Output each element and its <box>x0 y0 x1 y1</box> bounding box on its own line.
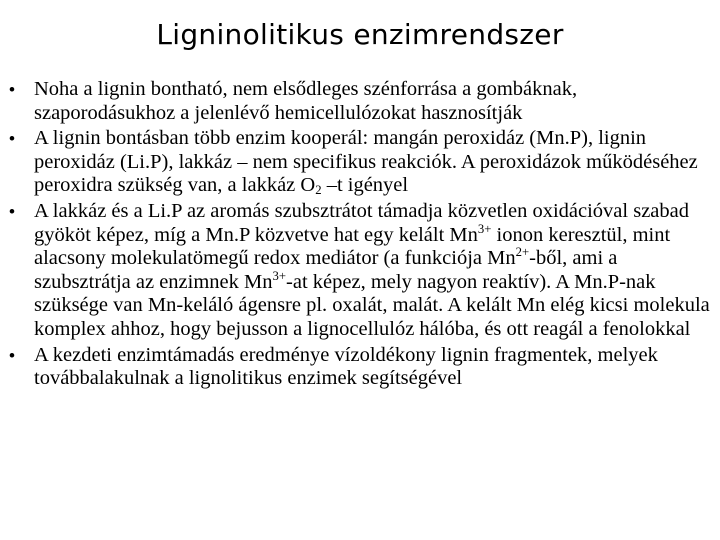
superscript: 3+ <box>477 221 492 236</box>
bullet-text: Noha a lignin bontható, nem elsődleges szénforrása a gombáknak, szaporodásukhoz a jelenlévő hemicellulózokat hasznosítják <box>34 78 578 124</box>
bullet-dot-icon: • <box>9 201 15 221</box>
bullet-text: ionon keresztül, mint alacsony molekulatömegű redox mediátor (a funkciója Mn <box>34 223 671 270</box>
bullet-item <box>0 344 720 391</box>
bullet-list <box>0 78 720 393</box>
bullet-text: -ből, ami a szubsztrátja az enzimnek Mn <box>34 247 618 293</box>
slide-title: Ligninolitikus enzimrendszer <box>156 18 564 51</box>
bullet-item <box>0 127 720 198</box>
bullet-text: -at képez, mely nagyon reaktív). A Mn.P-nak szüksége van Mn-keláló ágensre pl. oxalát, malát. A kelált Mn elég kicsi molekula komplex ahhoz, hogy bejusson a lignocellulóz hálóba, és ott reagál a fenolokkal <box>34 270 710 340</box>
bullet-item <box>0 78 720 125</box>
bullet-dot-icon: • <box>9 80 15 99</box>
superscript: 3+ <box>272 268 287 283</box>
bullet-text: A lignin bontásban több enzim kooperál: mangán peroxidáz (Mn.P), lignin peroxidáz (Li.P), lakkáz – nem specifikus reakciók. A peroxidázok működéséhez peroxidra szükség van, a lakkáz O <box>34 127 698 197</box>
bullet-item <box>0 200 720 342</box>
bullet-text: –t igényel <box>321 174 409 197</box>
bullet-dot-icon: • <box>9 345 15 365</box>
superscript: 2+ <box>515 245 530 260</box>
bullet-dot-icon: • <box>9 129 15 149</box>
subscript: 2 <box>315 183 322 198</box>
bullet-text: A lakkáz és a Li.P az aromás szubsztrátot támadja közvetlen oxidációval szabad gyököt képez, míg a Mn.P közvetve hat egy kelált Mn <box>34 199 689 246</box>
bullet-text: A kezdeti enzimtámadás eredménye vízoldékony lignin fragmentek, melyek továbbalakulnak a lignolitikus enzimek segítségével <box>34 343 658 390</box>
